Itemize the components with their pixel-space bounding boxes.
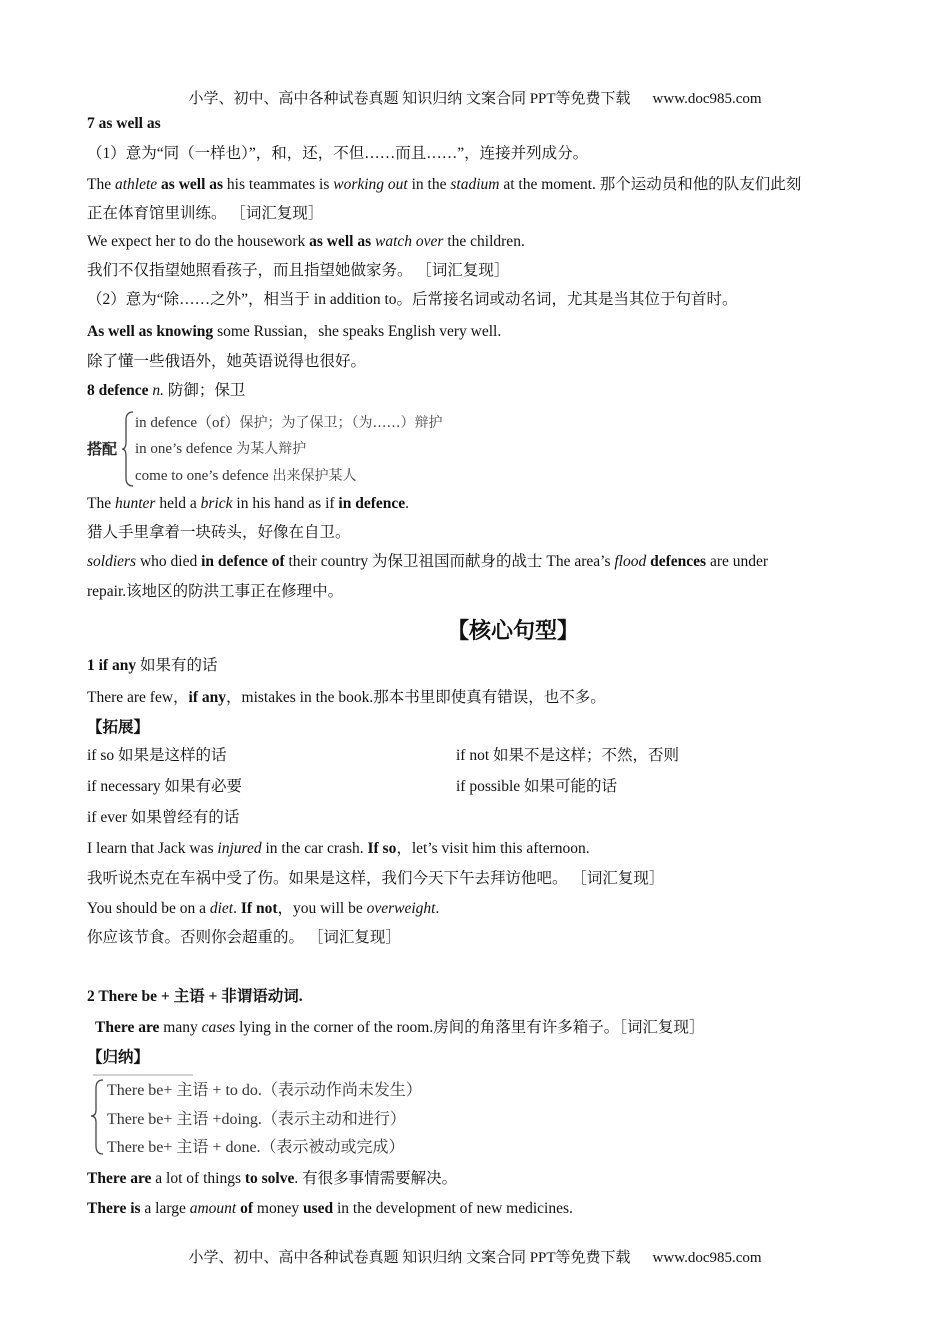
collocation-1: in defence（of）保护；为了保卫；（为……）辩护 <box>135 415 443 431</box>
c2-example-3: There is a large amount of money used in the development of new medicines. <box>87 1200 573 1217</box>
collocation-2: in one’s defence 为某人辩护 <box>135 441 307 457</box>
s7-example-2-cn: 我们不仅指望她照看孩子，而且指望她做家务。 ［词汇复现］ <box>87 262 510 279</box>
header-url[interactable]: www.doc985.com <box>652 91 762 107</box>
c1-example-1: There are few，if any，mistakes in the book.那本书里即使真有错误，也不多。 <box>87 689 606 706</box>
c1-ext-left-1: if so 如果是这样的话 <box>87 747 227 764</box>
collocation-3: come to one’s defence 出来保护某人 <box>135 468 357 484</box>
footer-text: 小学、初中、高中各种试卷真题 知识归纳 文案合同 PPT等免费下载 <box>188 1250 631 1266</box>
s7-example-2: We expect her to do the housework as well as watch over the children. <box>87 233 525 250</box>
c1-example-3-cn: 你应该节食。否则你会超重的。 ［词汇复现］ <box>87 929 401 946</box>
c1-ext-left-2: if necessary 如果有必要 <box>87 778 242 795</box>
footer-url[interactable]: www.doc985.com <box>652 1250 762 1266</box>
c1-extension-label: 【拓展】 <box>87 719 150 736</box>
pattern-2: There be+ 主语 +doing.（表示主动和进行） <box>107 1111 406 1128</box>
brace-icon <box>121 410 135 488</box>
s7-example-3: As well as knowing some Russian，she speaks English very well. <box>87 323 502 340</box>
c2-pattern-block <box>87 1074 487 1160</box>
c1-example-2-cn: 我听说杰克在车祸中受了伤。如果是这样，我们今天下午去拜访他吧。 ［词汇复现］ <box>87 870 665 887</box>
s8-example-1: The hunter held a brick in his hand as if in defence. <box>87 495 410 512</box>
s8-collocation-block <box>87 408 547 490</box>
pattern-3: There be+ 主语 + done.（表示被动或完成） <box>107 1139 405 1156</box>
collocation-label: 搭配 <box>87 440 118 458</box>
page-footer <box>0 1246 950 1267</box>
c2-example-2: There are a lot of things to solve. 有很多事情需要解决。 <box>87 1170 458 1187</box>
s8-example-1-cn: 猎人手里拿着一块砖头，好像在自卫。 <box>87 524 351 541</box>
c1-ext-right-1: if not 如果不是这样；不然，否则 <box>456 747 680 764</box>
s7-example-1-cont: 正在体育馆里训练。 ［词汇复现］ <box>87 205 324 222</box>
c1-ext-left-3: if ever 如果曾经有的话 <box>87 809 240 826</box>
s8-example-2-cont: repair.该地区的防洪工事正在修理中。 <box>87 583 344 600</box>
core-section-title: 【核心句型】 <box>446 619 579 644</box>
s7-meaning-2: （2）意为“除……之外”，相当于 in addition to。后常接名词或动名词，尤其是当其位于句首时。 <box>87 291 738 308</box>
c2-example-1: There are many cases lying in the corner of the room.房间的角落里有许多箱子。［词汇复现］ <box>95 1019 705 1036</box>
c2-title: 2 There be + 主语 + 非谓语动词. <box>87 988 303 1005</box>
s7-example-1: The athlete as well as his teammates is working out in the stadium at the moment. 那个运动员和他的队友们此刻 <box>87 176 802 193</box>
c2-summary-label: 【归纳】 <box>87 1049 150 1066</box>
s7-meaning-1: （1）意为“同（一样也）”，和，还，不但……而且……”，连接并列成分。 <box>87 145 589 162</box>
page-header <box>0 87 950 108</box>
s7-example-3-cn: 除了懂一些俄语外，她英语说得也很好。 <box>87 353 367 370</box>
c1-ext-right-2: if possible 如果可能的话 <box>456 778 618 795</box>
s8-example-2: soldiers who died in defence of their country 为保卫祖国而献身的战士 The area’s flood defences are under <box>87 553 769 570</box>
s8-title: 8 defence n. 防御；保卫 <box>87 382 246 399</box>
c1-example-2: I learn that Jack was injured in the car crash. If so，let’s visit him this afternoon. <box>87 840 590 857</box>
c1-example-3: You should be on a diet. If not，you will be overweight. <box>87 900 440 917</box>
s7-title <box>87 114 161 134</box>
c1-title: 1 if any 如果有的话 <box>87 657 218 674</box>
pattern-1: There be+ 主语 + to do.（表示动作尚未发生） <box>107 1082 422 1099</box>
header-text: 小学、初中、高中各种试卷真题 知识归纳 文案合同 PPT等免费下载 <box>188 91 631 107</box>
s7-title-text: 7 as well as <box>87 115 161 132</box>
